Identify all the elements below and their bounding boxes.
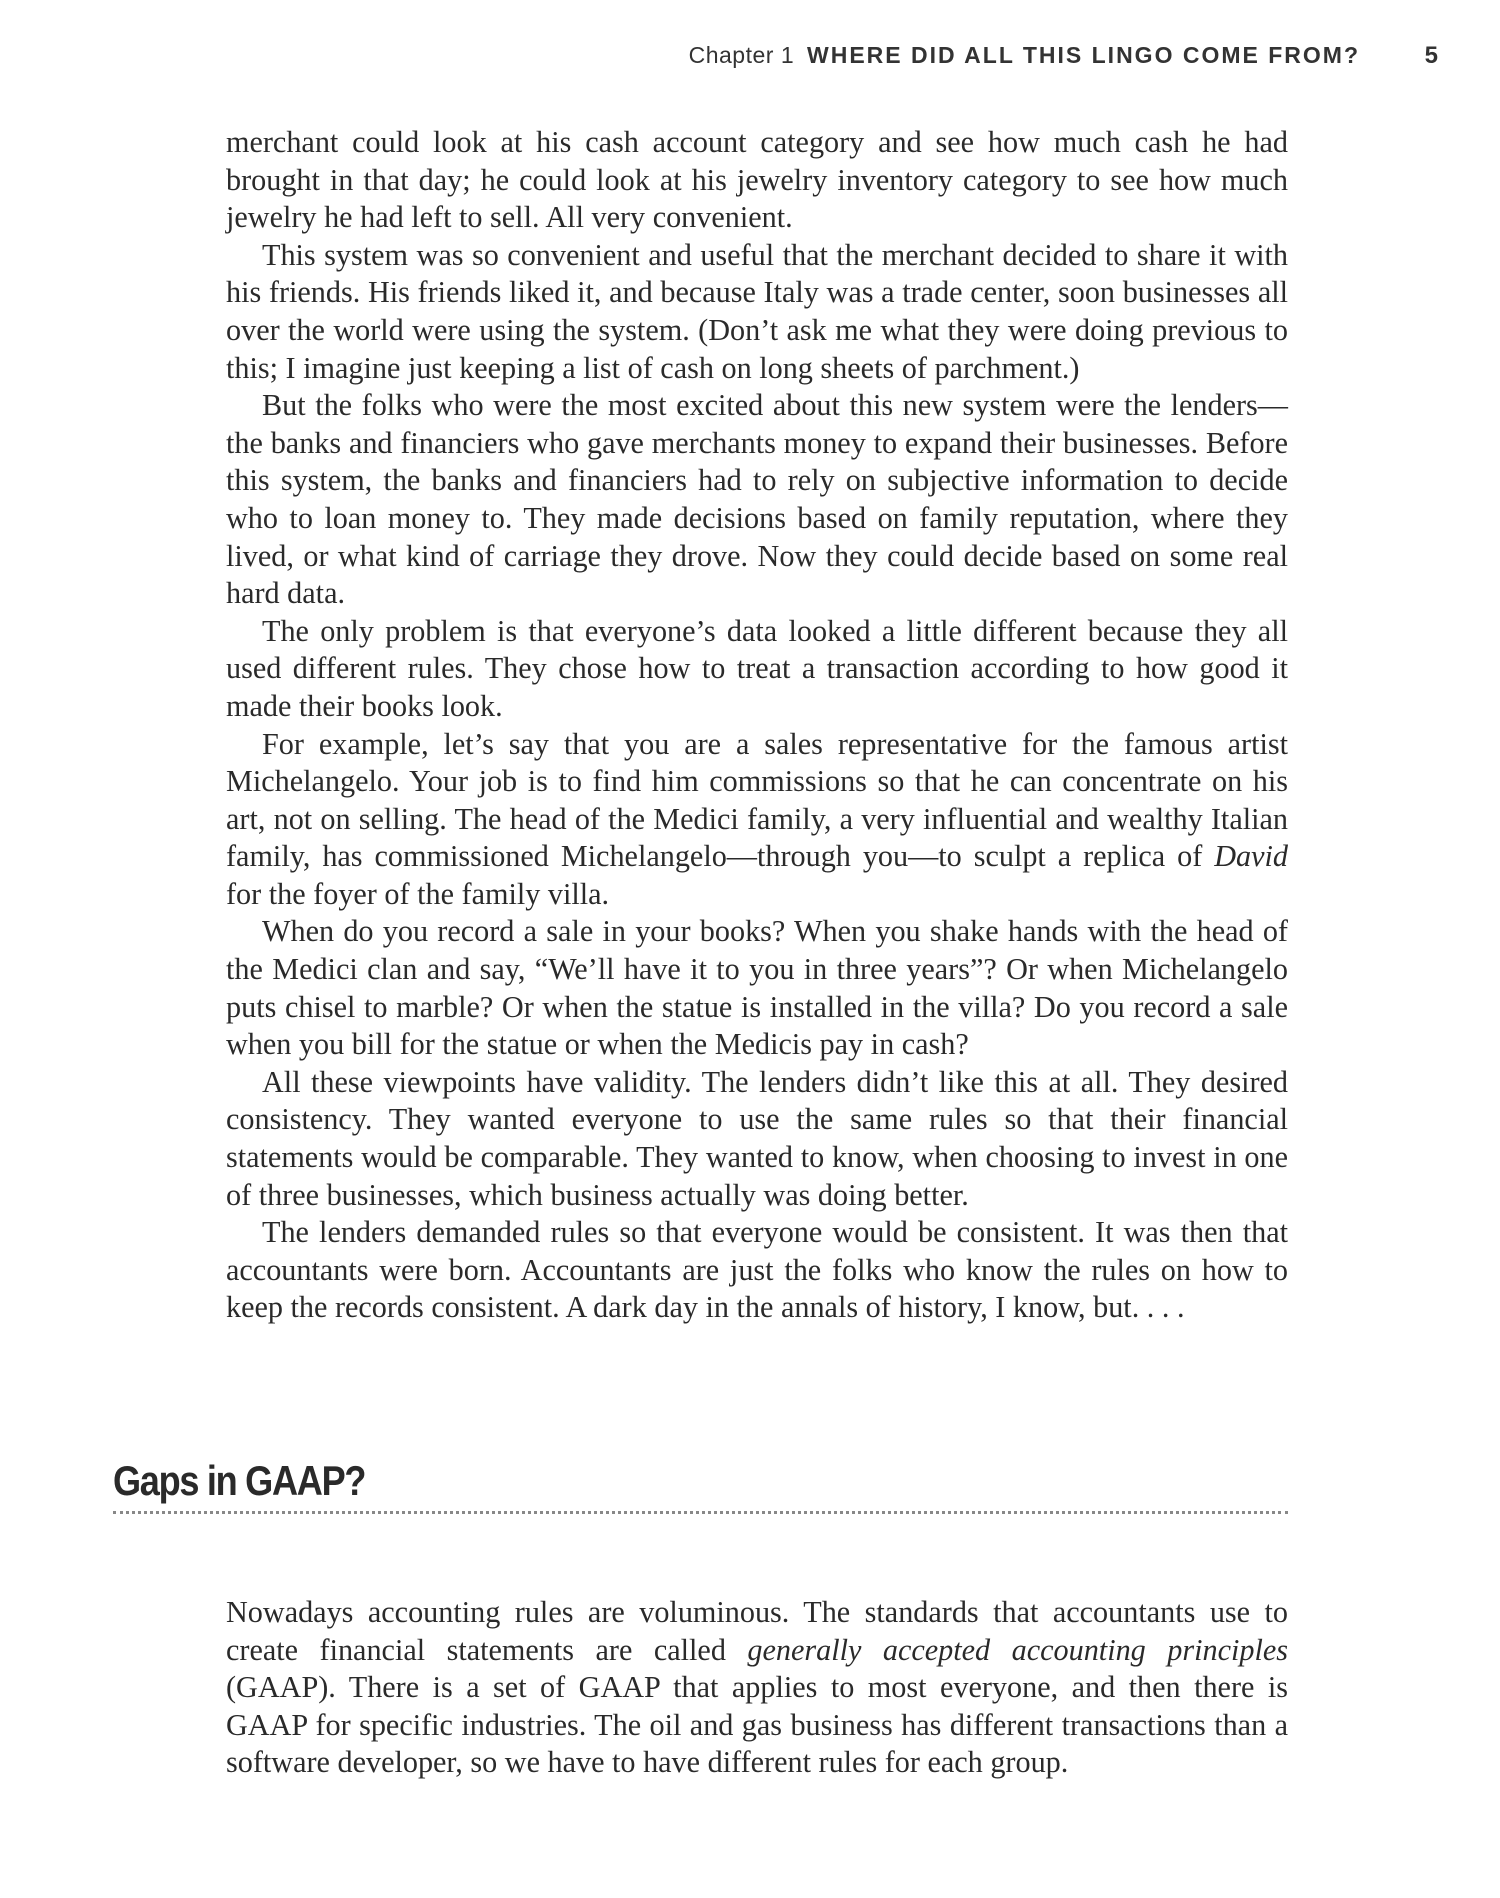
paragraph <box>226 726 1288 914</box>
section-title: Gaps in GAAP? <box>113 1457 366 1504</box>
chapter-title: WHERE DID ALL THIS LINGO COME FROM? <box>807 42 1360 68</box>
running-head <box>0 42 1500 82</box>
dotted-rule <box>113 1511 1288 1514</box>
paragraph: The only problem is that everyone’s data looked a little different because they all used different rules. They chose how to treat a transaction according to how good it made their books look. <box>226 613 1288 723</box>
chapter-heading <box>689 42 1360 69</box>
paragraph: The lenders demanded rules so that everyone would be consistent. It was then that accountants were born. Accountants are just the folks who know the rules on how to keep the records consistent. A dark day in the annals of history, I know, but. . . . <box>226 1215 1288 1325</box>
paragraph: All these viewpoints have validity. The lenders didn’t like this at all. They desired consistency. They wanted everyone to use the same rules so that their financial statements would be comparable. They wanted to know, when choosing to invest in one of three businesses, which business actually was doing better. <box>226 1064 1288 1212</box>
chapter-label: Chapter 1 <box>688 42 795 68</box>
main-body-text <box>226 124 1288 1327</box>
paragraph <box>226 1594 1288 1782</box>
paragraph-text: For example, let’s say that you are a sales representative for the famous artist Michelangelo. Your job is to find him commissions so that he can concentrate on his art, not on selling. The head of the Medici family, a very influential and wealthy Italian family, has commissioned Michelangelo—through you—to sculpt a replica of <box>226 726 1288 874</box>
paragraph: But the folks who were the most excited about this new system were the lenders—the banks and financiers who gave merchants money to expand their businesses. Before this system, the banks and financiers had to rely on subjective information to decide who to loan money to. They made decisions based on family reputation, where they lived, or what kind of carriage they drove. Now they could decide based on some real hard data. <box>226 388 1288 611</box>
section-body-text <box>226 1594 1288 1782</box>
paragraph-text: for the foyer of the family villa. <box>226 876 610 911</box>
paragraph: merchant could look at his cash account category and see how much cash he had brought in that day; he could look at his jewelry inventory category to see how much jewelry he had left to sell. All very convenient. <box>226 125 1288 235</box>
paragraph-text: (GAAP). There is a set of GAAP that applies to most everyone, and then there is GAAP for specific industries. The oil and gas business has different transactions than a software developer, so we have to have different rules for each group. <box>226 1670 1288 1780</box>
paragraph: When do you record a sale in your books? When you shake hands with the head of the Medici clan and say, “We’ll have it to you in three years”? Or when Michelangelo puts chisel to marble? Or when the statue is installed in the villa? Do you record a sale when you bill for the statue or when the Medicis pay in cash? <box>226 914 1288 1062</box>
page-number: 5 <box>1424 42 1438 69</box>
italic-term: generally accepted accounting principles <box>747 1632 1288 1667</box>
italic-title: David <box>1214 839 1288 874</box>
paragraph-text: Nowadays accounting rules are voluminous. The standards that accountants use to create financial statements are called <box>226 1595 1288 1667</box>
paragraph: This system was so convenient and useful that the merchant decided to share it with his friends. His friends liked it, and because Italy was a trade center, soon businesses all over the world were using the system. (Don’t ask me what they were doing previous to this; I imagine just keeping a list of cash on long sheets of parchment.) <box>226 237 1288 385</box>
section-heading <box>113 1455 1288 1514</box>
